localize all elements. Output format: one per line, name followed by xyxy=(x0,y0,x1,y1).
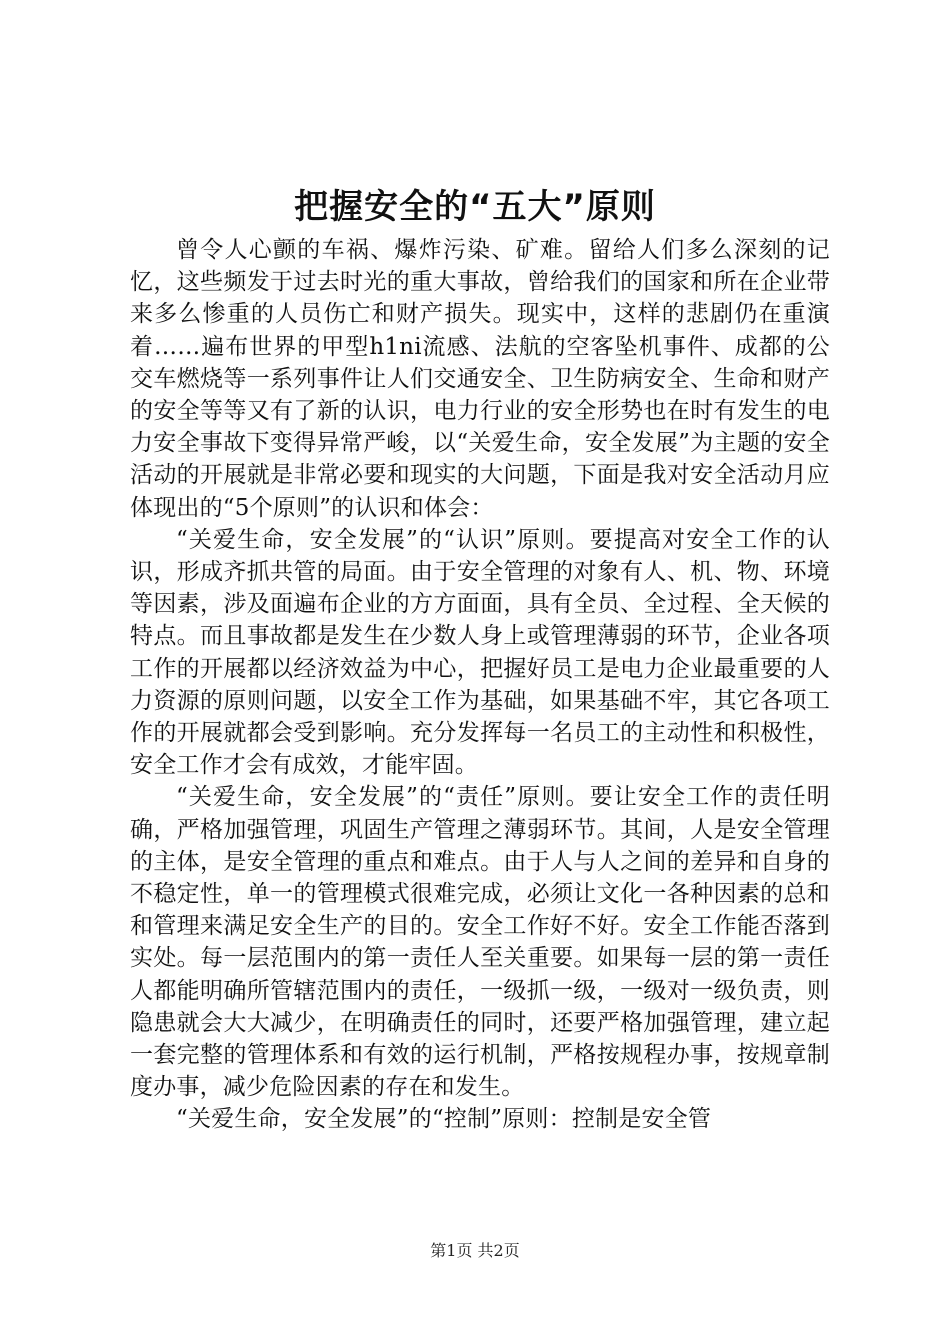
document-body xyxy=(130,234,830,1136)
document-title: 把握安全的“五大”原则 xyxy=(294,187,656,227)
paragraph-awareness-principle: “关爱生命，安全发展”的“认识”原则。要提高对安全工作的认识，形成齐抓共管的局面。由于安全管理的对象有人、机、物、环境等因素，涉及面遍布企业的方方面面，具有全员、全过程、全天候的特点。而且事故都是发生在少数人身上或管理薄弱的环节，企业各项工作的开展都以经济效益为中心，把握好员工是电力企业最重要的人力资源的原则问题，以安全工作为基础，如果基础不牢，其它各项工作的开展就都会受到影响。充分发挥每一名员工的主动性和积极性，安全工作才会有成效，才能牢固。 xyxy=(130,526,830,779)
page-number-footer: 第1页 共2页 xyxy=(430,1241,520,1260)
paragraph-control-principle: “关爱生命，安全发展”的“控制”原则：控制是安全管 xyxy=(176,1106,712,1133)
paragraph-responsibility-principle: “关爱生命，安全发展”的“责任”原则。要让安全工作的责任明确，严格加强管理，巩固生产管理之薄弱环节。其间，人是安全管理的主体，是安全管理的重点和难点。由于人与人之间的差异和自身的不稳定性，单一的管理模式很难完成，必须让文化一各种因素的总和和管理来满足安全生产的目的。安全工作好不好。安全工作能否落到实处。每一层范围内的第一责任人至关重要。如果每一层的第一责任人都能明确所管辖范围内的责任，一级抓一级，一级对一级负责，则隐患就会大大减少，在明确责任的同时，还要严格加强管理，建立起一套完整的管理体系和有效的运行机制，严格按规程办事，按规章制度办事，减少危险因素的存在和发生。 xyxy=(130,784,830,1101)
paragraph-intro: 曾令人心颤的车祸、爆炸污染、矿难。留给人们多么深刻的记忆，这些频发于过去时光的重大事故，曾给我们的国家和所在企业带来多么惨重的人员伤亡和财产损失。现实中，这样的悲剧仍在重演着……遍布世界的甲型h1ni流感、法航的空客坠机事件、成都的公交车燃烧等一系列事件让人们交通安全、卫生防病安全、生命和财产的安全等等又有了新的认识，电力行业的安全形势也在时有发生的电力安全事故下变得异常严峻，以“关爱生命，安全发展”为主题的安全活动的开展就是非常必要和现实的大问题，下面是我对安全活动月应体现出的“5个原则”的认识和体会： xyxy=(130,237,830,521)
